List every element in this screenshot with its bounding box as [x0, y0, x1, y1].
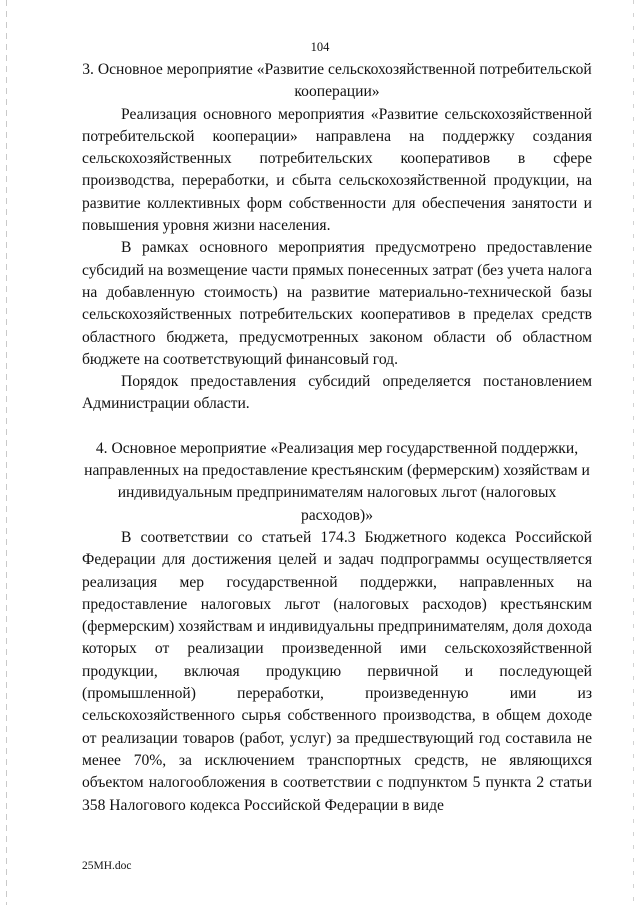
scan-edge-right: [633, 0, 634, 905]
section-3-paragraph-2: В рамках основного мероприятия предусмотрено предоставление субсидий на возмещение части прямых понесенных затрат (без учета налога на добавленную стоимость) на развитие материально-технической базы сельскохозяйственных потребительских кооперативов в пределах средств областного бюджета, предусмотренных законом области об областном бюджете на соответствующий финансовый год.: [82, 239, 592, 368]
document-body: [82, 59, 592, 817]
page-number: 104: [310, 40, 330, 54]
scan-edge-left: [6, 0, 7, 905]
section-3-paragraph-1: Реализация основного мероприятия «Развитие сельскохозяйственной потребительской кооперации» направлена на поддержку создания сельскохозяйственных потребительских кооперативов в сфере производства, переработки, и сбыта сельскохозяйственной продукции, на развитие коллективных форм собственности для обеспечения занятости и повышения уровня жизни населения.: [82, 105, 592, 235]
section-4-paragraph-1: В соответствии со статьей 174.3 Бюджетного кодекса Российской Федерации для достижения целей и задач подпрограммы осуществляется реализация мер государственной поддержки, направленных на предоставление налоговых льгот (налоговых расходов) крестьянским (фермерским) хозяйствам и индивидуальны предпринимателям, доля дохода которых от реализации произведенной ими сельскохозяйственной продукции, включая продукцию первичной и последующей (промышленной) переработки, произведенную ими из сельскохозяйственного сырья собственного производства, в общем доходе от реализации товаров (работ, услуг) за предшествующий год составила не менее 70%, за исключением транспортных средств, не являющихся объектом налогообложения в соответствии с подпунктом 5 пункта 2 статьи 358 Налогового кодекса Российской Федерации в виде: [82, 528, 592, 814]
section-4-heading: 4. Основное мероприятие «Реализация мер государственной поддержки, направленных на предоставление крестьянским (фермерским) хозяйствам и индивидуальным предпринимателям налоговых льгот (налоговых расходов)»: [84, 439, 590, 524]
section-3-paragraph-3: Порядок предоставления субсидий определяется постановлением Администрации области.: [82, 373, 592, 413]
footer-file-name: 25MH.doc: [82, 860, 132, 872]
section-3-heading: 3. Основное мероприятие «Развитие сельскохозяйственной потребительской кооперации»: [82, 61, 592, 101]
